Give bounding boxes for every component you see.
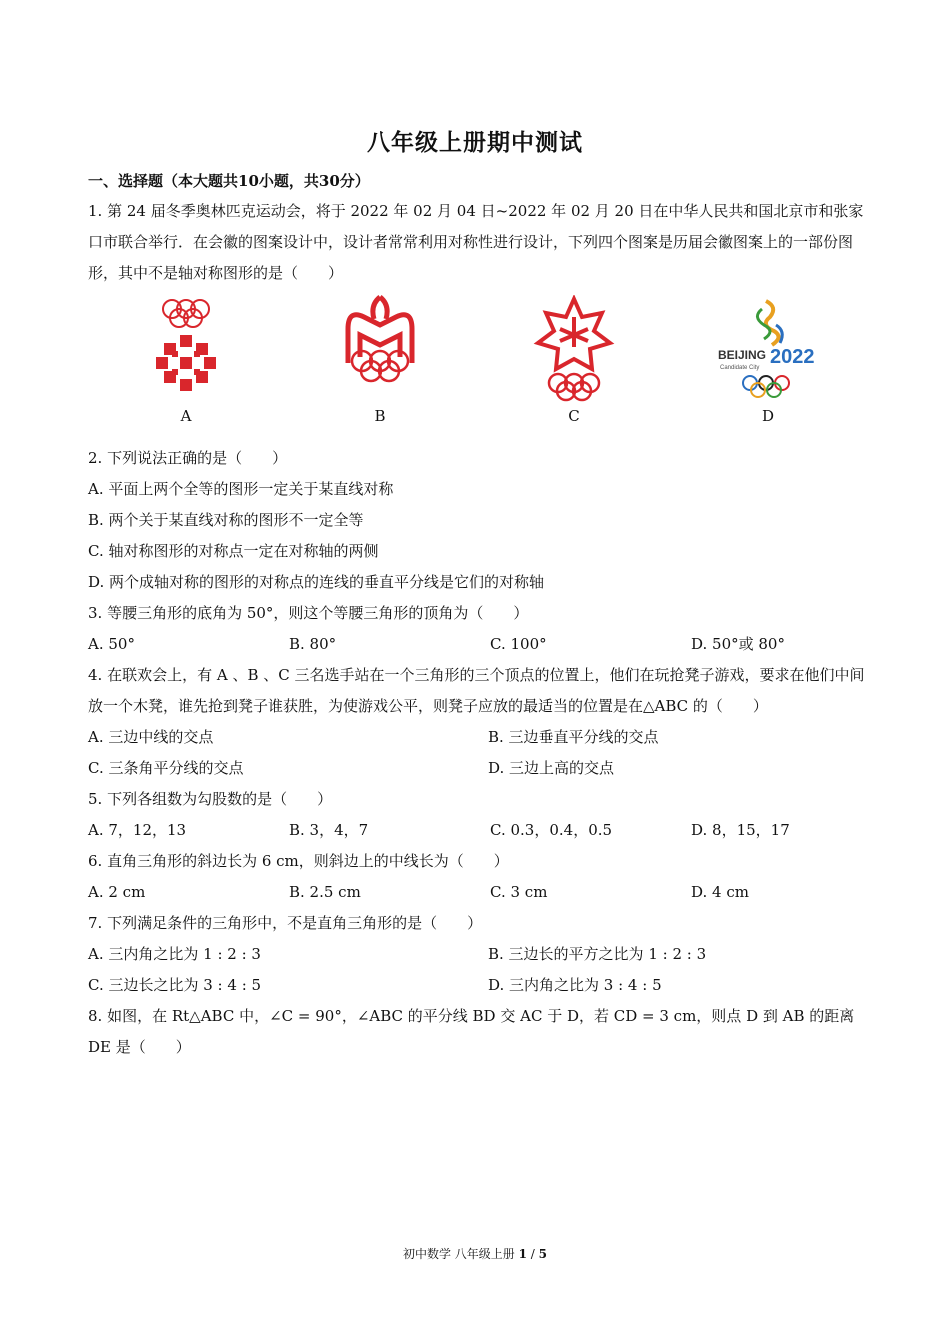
q1-logo-figures — [88, 289, 866, 443]
q7-options-row1 — [88, 939, 866, 970]
q7-option-b: B. 三边长的平方之比为 1 : 2 : 3 — [488, 945, 707, 963]
logo-label-d: D — [761, 407, 775, 425]
q2-option-a: A. 平面上两个全等的图形一定关于某直线对称 — [88, 480, 394, 498]
q7-option-d: D. 三内角之比为 3 : 4 : 5 — [488, 976, 662, 994]
q4-option-d: D. 三边上高的交点 — [488, 759, 615, 777]
footer-separator: / — [526, 1247, 539, 1261]
q4-options-row2 — [88, 753, 866, 784]
q6-option-b: B. 2.5 cm — [289, 883, 361, 901]
page-title: 八年级上册期中测试 — [367, 129, 583, 156]
q6-options — [88, 877, 866, 908]
q5-option-c: C. 0.3，0.4，0.5 — [490, 821, 613, 839]
logo-label-b: B — [374, 407, 386, 425]
question-5: 5. 下列各组数为勾股数的是（ ） — [88, 790, 333, 808]
logo-d-image — [718, 295, 818, 403]
question-3: 3. 等腰三角形的底角为 50°，则这个等腰三角形的顶角为（ ） — [88, 604, 529, 622]
q7-option-c: C. 三边长之比为 3 : 4 : 5 — [88, 976, 262, 994]
logo-label-a: A — [180, 407, 192, 425]
logo-a-image — [136, 295, 236, 403]
q6-option-c: C. 3 cm — [490, 883, 548, 901]
q3-option-c: C. 100° — [490, 635, 547, 653]
q7-options-row2 — [88, 970, 866, 1001]
question-list — [88, 196, 866, 1063]
question-1: 1. 第 24 届冬季奥林匹克运动会，将于 2022 年 02 月 04 日~2022 年 02 月 20 日在中华人民共和国北京市和张家口市联合举行．在会徽的图案设计中，设计者常常利用对称性进行设计，下列四个图案是历届会徽图案上的一部份图形，其中不是轴对称图形的是（ ） — [88, 202, 864, 282]
logo-d-wordmark: BEIJING — [718, 348, 767, 362]
q4-options-row1 — [88, 722, 866, 753]
q6-option-a: A. 2 cm — [88, 883, 146, 901]
q4-option-a: A. 三边中线的交点 — [88, 728, 214, 746]
logo-c-image — [524, 295, 624, 403]
logo-b-image — [330, 295, 430, 403]
logo-label-c: C — [568, 407, 580, 425]
logo-d-subtitle: Candidate City — [720, 365, 760, 371]
q3-option-b: B. 80° — [289, 635, 337, 653]
q3-option-d: D. 50°或 80° — [691, 635, 785, 653]
section-heading: 一、选择题（本大题共10小题，共30分） — [88, 172, 370, 190]
q2-option-d: D. 两个成轴对称的图形的对称点的连线的垂直平分线是它们的对称轴 — [88, 573, 545, 591]
q2-option-b: B. 两个关于某直线对称的图形不一定全等 — [88, 511, 364, 529]
footer-page-number: 1 — [518, 1247, 527, 1261]
q6-option-d: D. 4 cm — [691, 883, 749, 901]
q3-option-a: A. 50° — [88, 635, 135, 653]
q5-option-d: D. 8，15，17 — [691, 821, 790, 839]
footer-course: 初中数学 八年级上册 — [402, 1247, 515, 1261]
q4-option-b: B. 三边垂直平分线的交点 — [488, 728, 659, 746]
q4-option-c: C. 三条角平分线的交点 — [88, 759, 244, 777]
question-2: 2. 下列说法正确的是（ ） — [88, 449, 288, 467]
question-7: 7. 下列满足条件的三角形中，不是直角三角形的是（ ） — [88, 914, 483, 932]
logo-d-year: 2022 — [770, 346, 815, 368]
q5-options — [88, 815, 866, 846]
question-8: 8. 如图，在 Rt△ABC 中，∠C = 90°，∠ABC 的平分线 BD 交 AC 于 D，若 CD = 3 cm，则点 D 到 AB 的距离 DE 是（ ） — [88, 1007, 855, 1056]
q5-option-a: A. 7，12，13 — [88, 821, 187, 839]
q7-option-a: A. 三内角之比为 1 : 2 : 3 — [88, 945, 261, 963]
page-footer — [0, 1245, 950, 1262]
q2-option-c: C. 轴对称图形的对称点一定在对称轴的两侧 — [88, 542, 379, 560]
question-4: 4. 在联欢会上，有 A 、B 、C 三名选手站在一个三角形的三个顶点的位置上，他们在玩抢凳子游戏，要求在他们中间放一个木凳，谁先抢到凳子谁获胜，为使游戏公平，则凳子应放的最适当的位置是在△ABC 的（ ） — [88, 666, 865, 715]
q3-options — [88, 629, 866, 660]
q5-option-b: B. 3，4，7 — [289, 821, 369, 839]
question-6: 6. 直角三角形的斜边长为 6 cm，则斜边上的中线长为（ ） — [88, 852, 509, 870]
footer-page-total: 5 — [538, 1247, 548, 1261]
